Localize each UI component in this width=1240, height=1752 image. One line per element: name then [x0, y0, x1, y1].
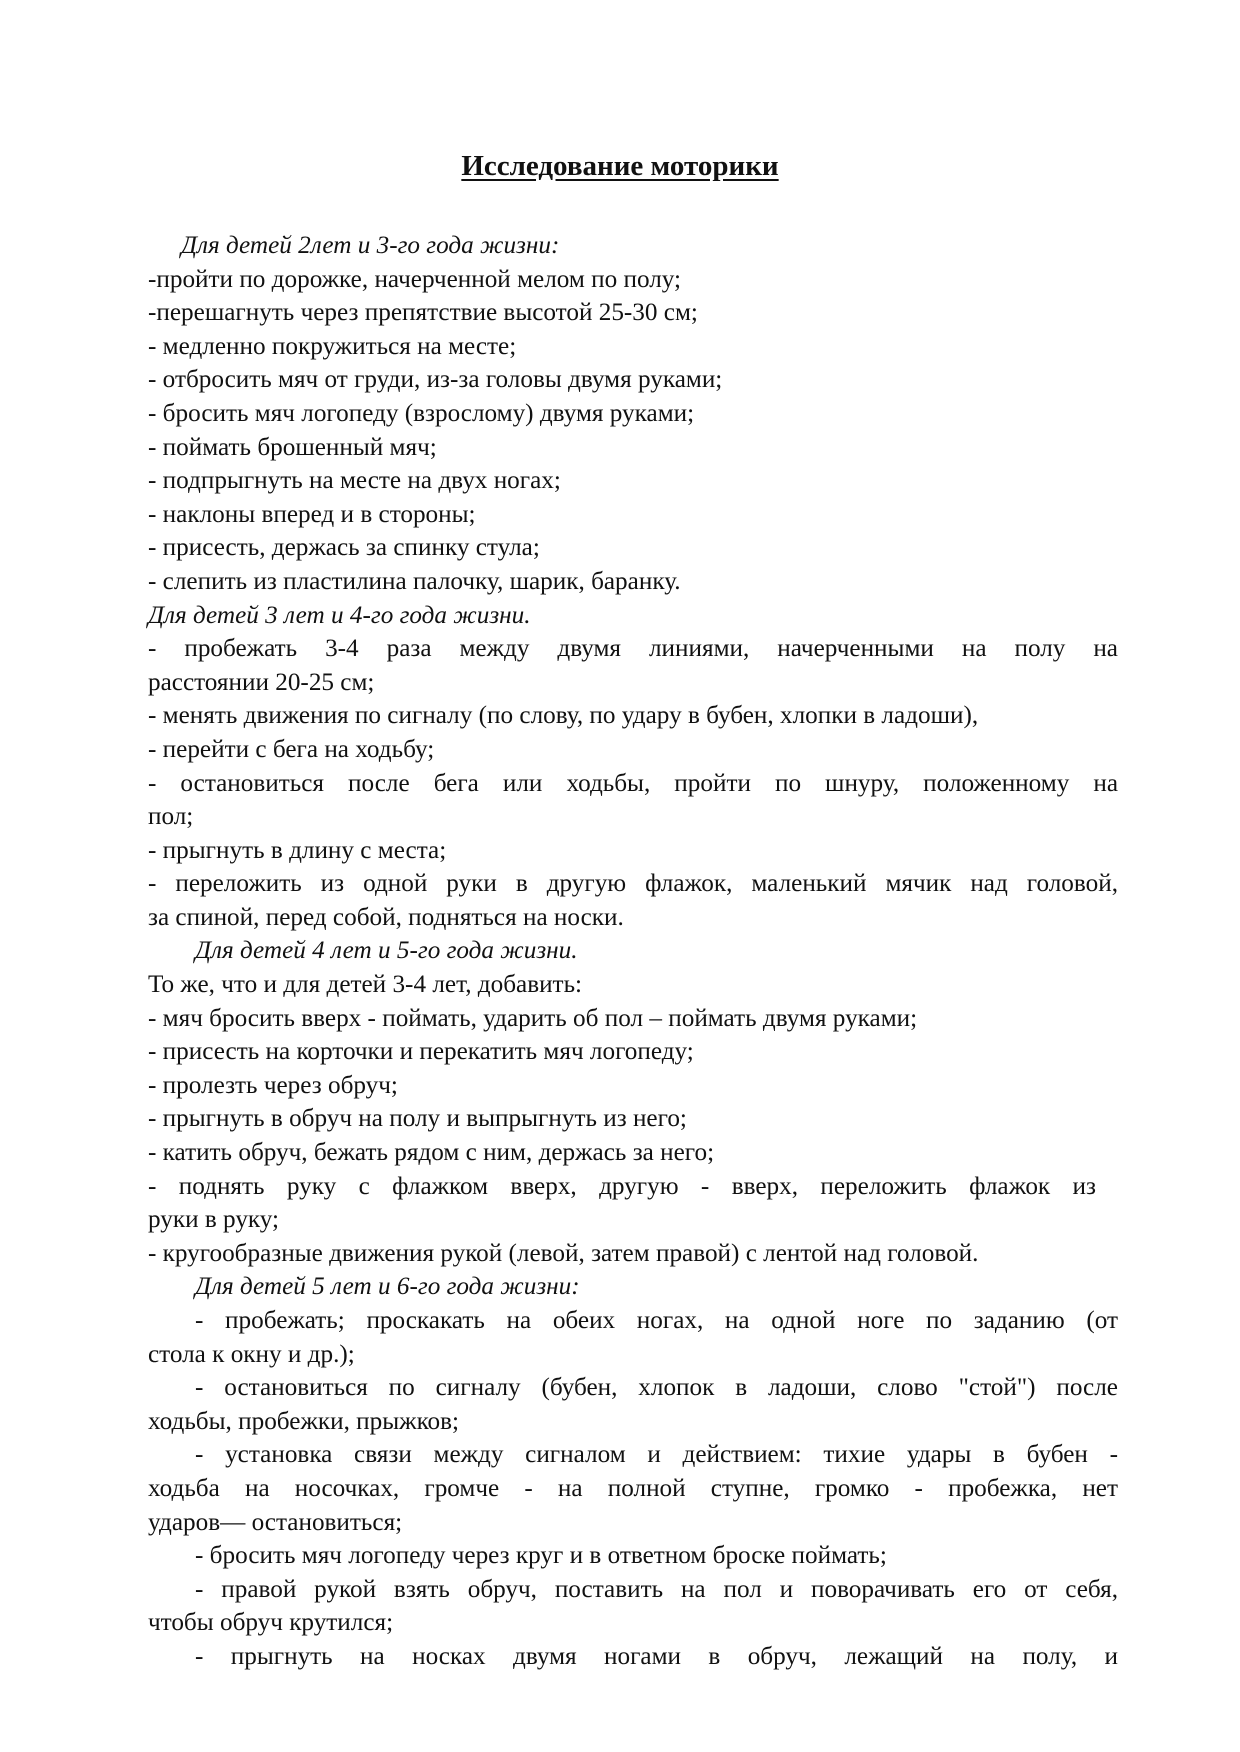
list-item: - слепить из пластилина палочку, шарик, баранку. — [148, 567, 681, 595]
list-item-line: ударов— остановиться; — [148, 1508, 403, 1536]
list-item-line: - остановиться по сигналу (бубен, хлопок в ладоши, слово "стой") после — [195, 1374, 1118, 1402]
list-item-line: - установка связи между сигналом и действием: тихие удары в бубен - — [195, 1441, 1118, 1469]
list-item-line: ходьбы, пробежки, прыжков; — [148, 1407, 460, 1435]
list-item-line: расстоянии 20-25 см; — [148, 668, 375, 696]
list-item-line: - пробежать; проскакать на обеих ногах, на одной ноге по заданию (от — [195, 1307, 1118, 1334]
list-item-line: - остановиться после бега или ходьбы, пройти по шнуру, положенному на — [148, 769, 1118, 797]
list-item: - катить обруч, бежать рядом с ним, держась за него; — [148, 1139, 715, 1167]
document-body — [148, 229, 1118, 1674]
list-item-line: - поднять руку с флажком вверх, другую - вверх, переложить флажок из — [148, 1172, 1096, 1200]
list-item-line: ходьба на носочках, громче - на полной ступне, громко - пробежка, нет — [148, 1474, 1118, 1502]
list-item: - пролезть через обруч; — [148, 1071, 398, 1099]
list-item: -пройти по дорожке, начерченной мелом по полу; — [148, 265, 682, 293]
list-item: - бросить мяч логопеду через круг и в ответном броске поймать; — [195, 1542, 887, 1570]
list-item: - наклоны вперед и в стороны; — [148, 500, 476, 528]
list-item: - кругообразные движения рукой (левой, затем правой) с лентой над головой. — [148, 1239, 979, 1267]
list-item: - присесть на корточки и перекатить мяч логопеду; — [148, 1038, 694, 1066]
list-item: - медленно покружиться на месте; — [148, 332, 517, 360]
list-item: - прыгнуть в обруч на полу и выпрыгнуть из него; — [148, 1105, 687, 1133]
list-item-line: - прыгнуть на носках двумя ногами в обруч, лежащий на полу, и — [195, 1642, 1118, 1670]
list-item: - присесть, держась за спинку стула; — [148, 534, 540, 562]
list-item-line: руки в руку; — [148, 1206, 280, 1234]
document-title: Исследование моторики — [461, 150, 779, 182]
list-item-line: - переложить из одной руки в другую флажок, маленький мячик над головой, — [148, 870, 1118, 898]
list-item-line: - правой рукой взять обруч, поставить на пол и поворачивать его от себя, — [195, 1575, 1118, 1603]
list-item: - мяч бросить вверх - поймать, ударить об пол – поймать двумя руками; — [148, 1004, 918, 1032]
list-item: - отбросить мяч от груди, из-за головы двумя руками; — [148, 366, 723, 394]
list-item: - бросить мяч логопеду (взрослому) двумя руками; — [148, 399, 695, 427]
list-item-line: стола к окну и др.); — [148, 1340, 355, 1368]
list-item: -перешагнуть через препятствие высотой 25-30 см; — [148, 299, 698, 327]
list-item-line: чтобы обруч крутился; — [148, 1609, 394, 1637]
list-item-line: пол; — [148, 803, 194, 831]
list-item: - менять движения по сигналу (по слову, по удару в бубен, хлопки в ладоши), — [148, 702, 979, 730]
list-item: - прыгнуть в длину с места; — [148, 836, 447, 864]
section-intro: То же, что и для детей 3-4 лет, добавить: — [148, 971, 583, 999]
list-item: - подпрыгнуть на месте на двух ногах; — [148, 467, 561, 495]
list-item-line: - пробежать 3-4 раза между двумя линиями, начерченными на полу на — [148, 635, 1118, 663]
section-heading-age5: Для детей 5 лет и 6-го года жизни: — [195, 1273, 580, 1301]
list-item-line: за спиной, перед собой, подняться на носки. — [148, 903, 624, 931]
section-heading-age3: Для детей 3 лет и 4-го года жизни. — [148, 601, 531, 629]
section-heading-age4: Для детей 4 лет и 5-го года жизни. — [195, 937, 578, 965]
section-heading-age2: Для детей 2лет и 3-го года жизни: — [181, 232, 560, 259]
list-item: - перейти с бега на ходьбу; — [148, 735, 435, 763]
list-item: - поймать брошенный мяч; — [148, 433, 437, 461]
